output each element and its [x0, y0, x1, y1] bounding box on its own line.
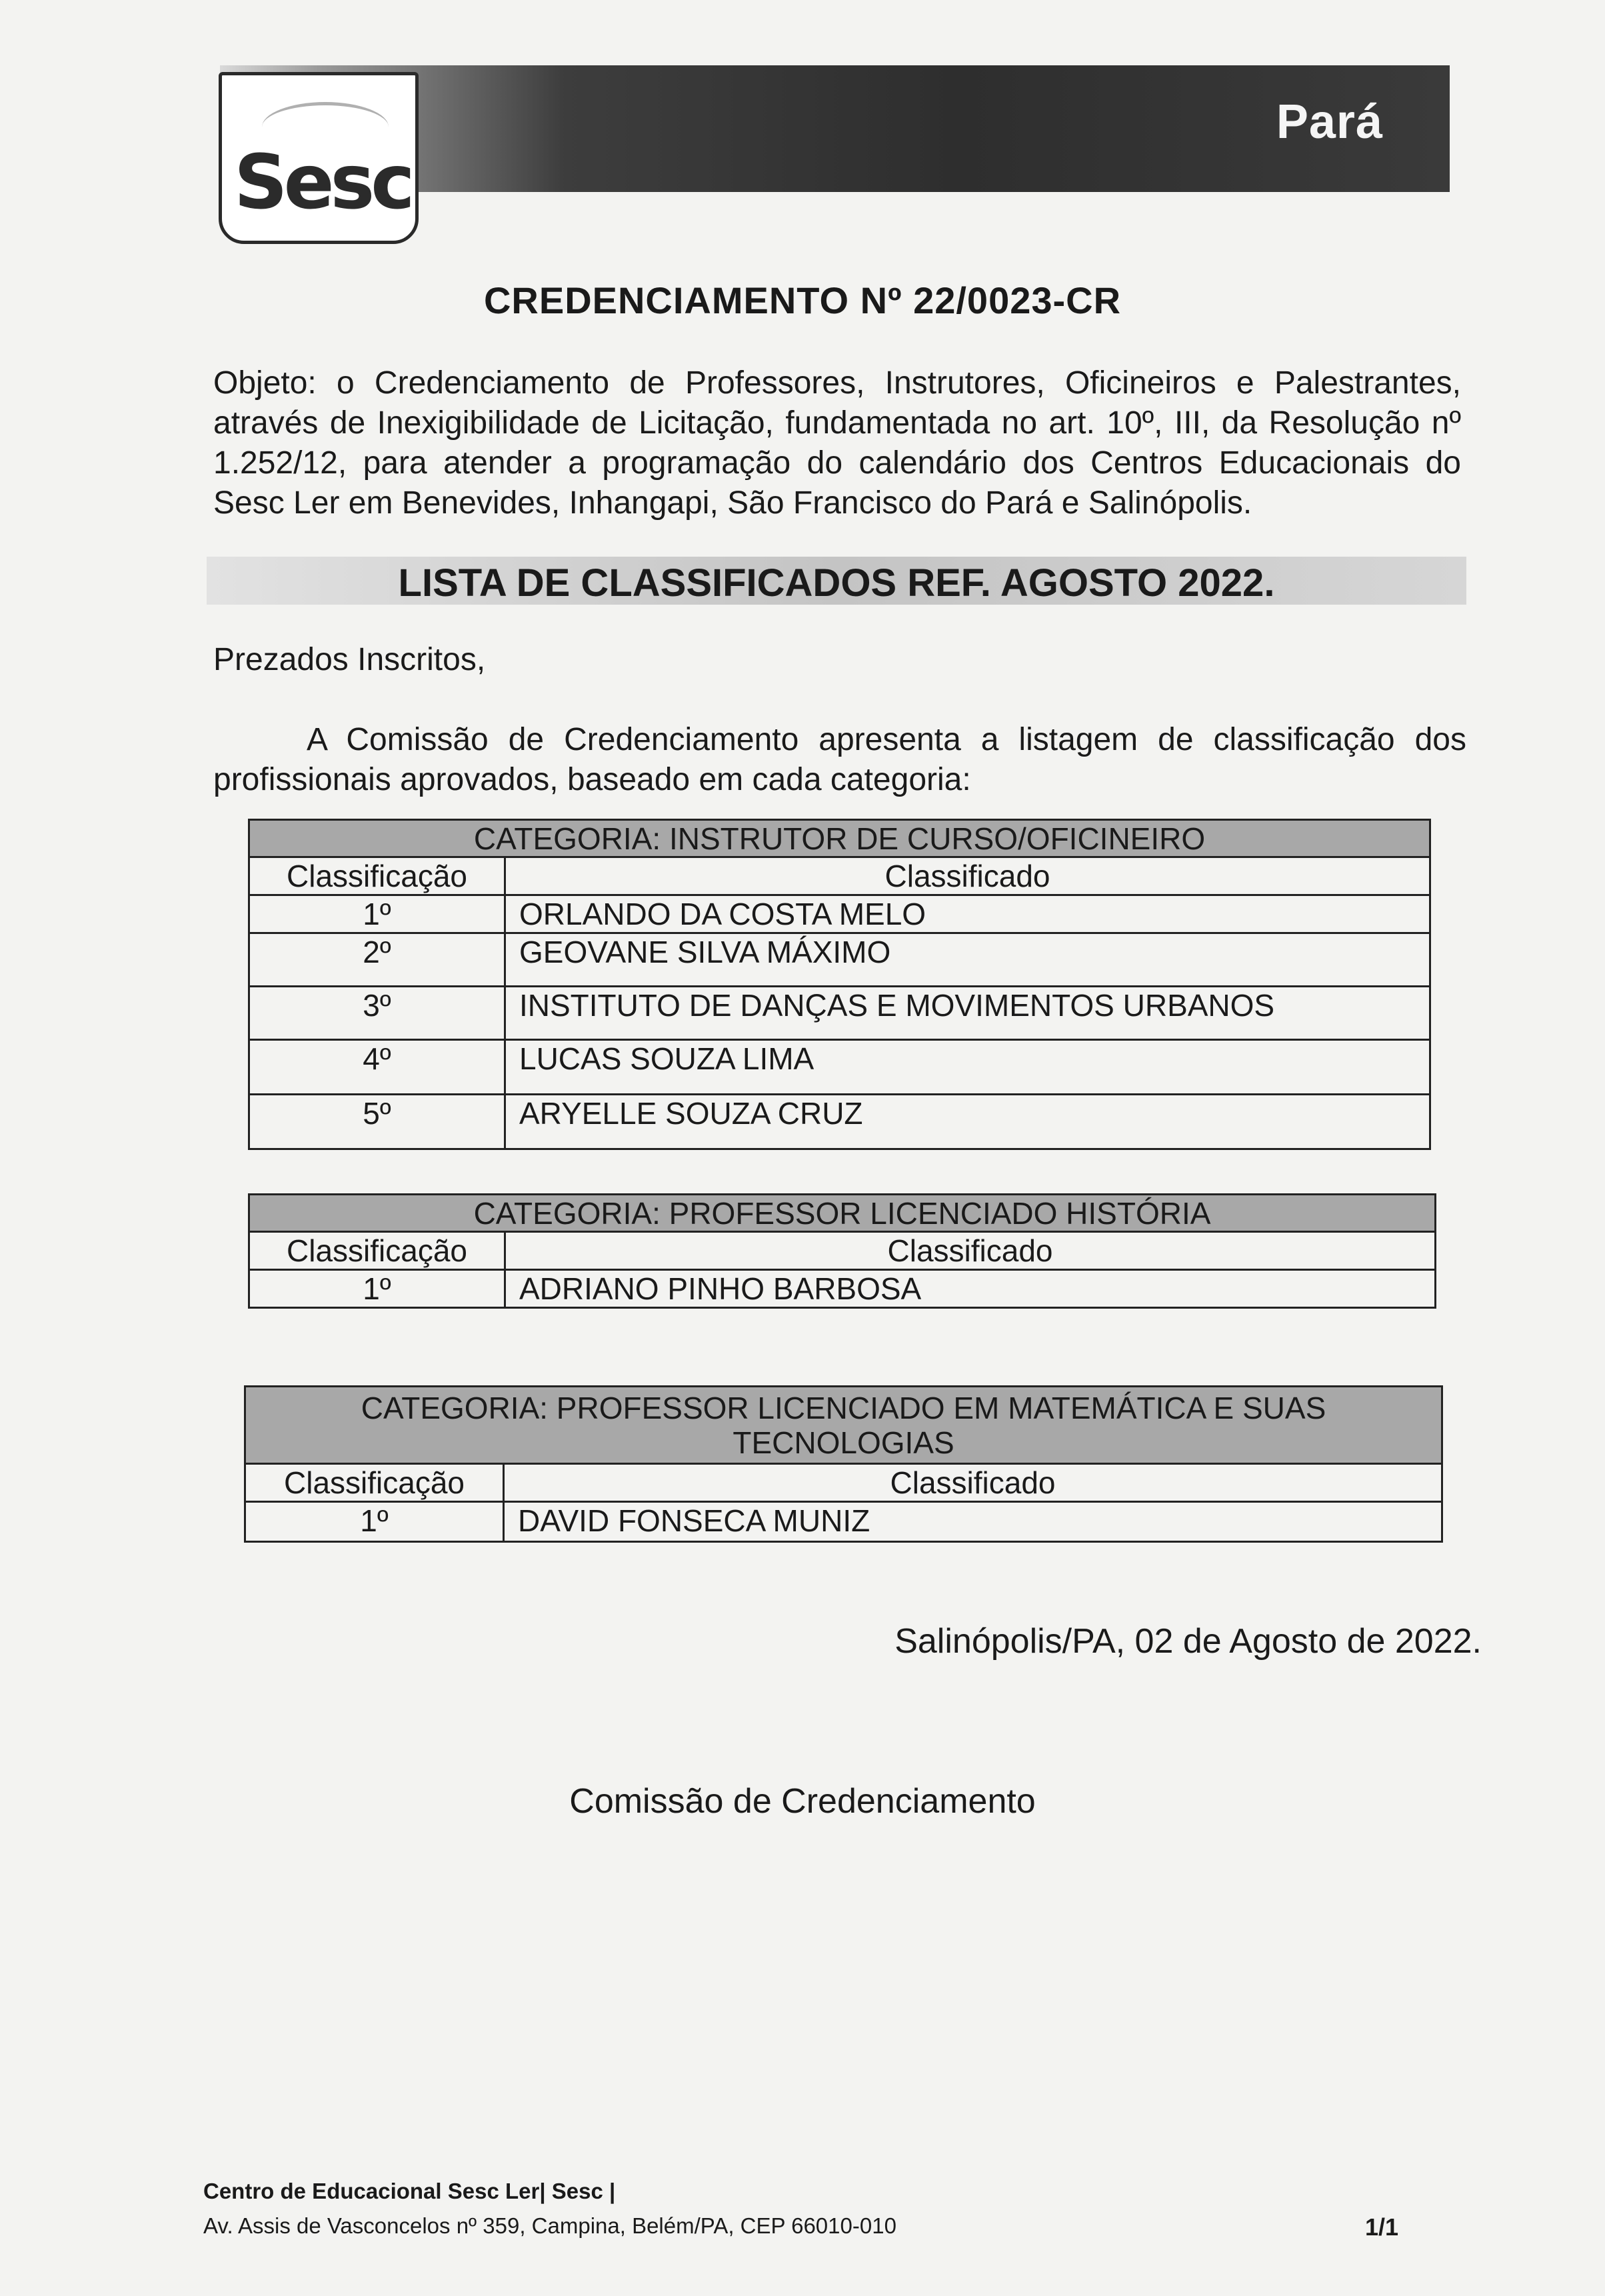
column-header-classificado: Classificado — [505, 1232, 1436, 1270]
rank-cell: 1º — [245, 1502, 504, 1542]
table-row — [249, 1040, 1430, 1095]
category-table-historia — [248, 1193, 1436, 1309]
name-cell: LUCAS SOUZA LIMA — [505, 1040, 1430, 1095]
column-header-classificacao: Classificação — [245, 1464, 504, 1502]
column-header-classificacao: Classificação — [249, 1232, 505, 1270]
header-region-label: Pará — [1276, 95, 1383, 149]
document-title: CREDENCIAMENTO Nº 22/0023-CR — [483, 279, 1122, 321]
name-cell: ARYELLE SOUZA CRUZ — [505, 1095, 1430, 1149]
table-row — [249, 987, 1430, 1040]
rank-cell: 1º — [249, 895, 505, 933]
category-table-instrutor — [248, 819, 1431, 1150]
place-date: Salinópolis/PA, 02 de Agosto de 2022. — [894, 1622, 1482, 1661]
name-cell: ADRIANO PINHO BARBOSA — [505, 1270, 1436, 1308]
rank-cell: 2º — [249, 933, 505, 987]
table-row — [245, 1502, 1442, 1542]
category-title: CATEGORIA: PROFESSOR LICENCIADO EM MATEMÁTICA E SUAS TECNOLOGIAS — [245, 1387, 1442, 1464]
logo-text: Sesc — [234, 139, 411, 226]
object-paragraph: Objeto: o Credenciamento de Professores, Instrutores, Oficineiros e Palestrantes, através de Inexigibilidade de Licitação, fundamentada no art. 10º, III, da Resolução nº 1.252/12, para atender a programação do calendário dos Centros Educacionais do Sesc Ler em Benevides, Inhangapi, São Francisco do Pará e Salinópolis. — [213, 365, 1461, 521]
table-row — [249, 933, 1430, 987]
signature-line: Comissão de Credenciamento — [569, 1782, 1036, 1821]
category-title: CATEGORIA: INSTRUTOR DE CURSO/OFICINEIRO — [249, 820, 1430, 857]
footer-address: Av. Assis de Vasconcelos nº 359, Campina, Belém/PA, CEP 66010-010 — [203, 2213, 896, 2238]
category-table-matematica — [244, 1385, 1443, 1543]
table-row — [249, 895, 1430, 933]
footer-organization: Centro de Educacional Sesc Ler| Sesc | — [203, 2179, 616, 2203]
column-header-classificado: Classificado — [505, 857, 1430, 895]
table-row — [249, 1270, 1436, 1308]
list-title-banner — [207, 557, 1466, 605]
sesc-logo — [219, 72, 419, 244]
name-cell: INSTITUTO DE DANÇAS E MOVIMENTOS URBANOS — [505, 987, 1430, 1040]
column-header-classificacao: Classificação — [249, 857, 505, 895]
column-header-classificado: Classificado — [504, 1464, 1442, 1502]
name-cell: GEOVANE SILVA MÁXIMO — [505, 933, 1430, 987]
rank-cell: 5º — [249, 1095, 505, 1149]
rank-cell: 4º — [249, 1040, 505, 1095]
intro-paragraph: A Comissão de Credenciamento apresenta a listagem de classificação dos profissionais aprovados, baseado em cada categoria: — [213, 722, 1466, 797]
rank-cell: 1º — [249, 1270, 505, 1308]
rank-cell: 3º — [249, 987, 505, 1040]
list-title: LISTA DE CLASSIFICADOS REF. AGOSTO 2022. — [398, 561, 1275, 605]
table-row — [249, 1095, 1430, 1149]
greeting: Prezados Inscritos, — [213, 642, 486, 677]
page-number: 1/1 — [1365, 2213, 1399, 2241]
category-title: CATEGORIA: PROFESSOR LICENCIADO HISTÓRIA — [249, 1195, 1436, 1232]
name-cell: DAVID FONSECA MUNIZ — [504, 1502, 1442, 1542]
name-cell: ORLANDO DA COSTA MELO — [505, 895, 1430, 933]
